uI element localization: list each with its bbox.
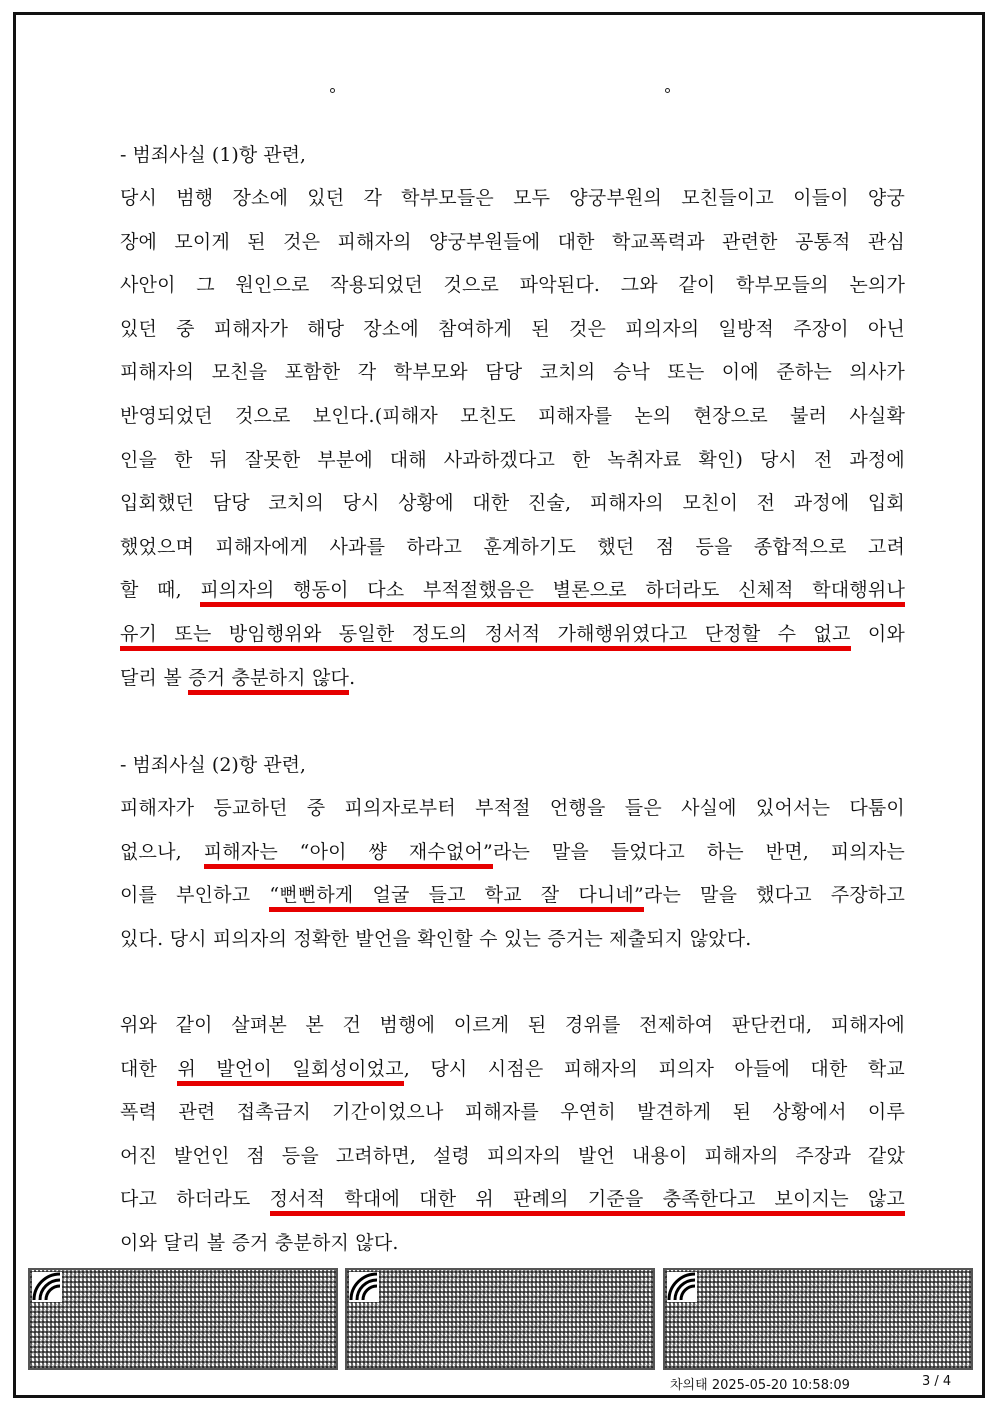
page-number: 3 / 4 bbox=[922, 1374, 952, 1389]
footer-author bbox=[670, 1374, 850, 1393]
paragraph-line: 어진 발언인 점 등을 고려하면, 설령 피의자의 발언 내용이 피해자의 주장과 같았 bbox=[120, 1144, 905, 1167]
text: 다고 하더라도 bbox=[120, 1188, 270, 1211]
paragraph-line: 있던 중 피해자가 해당 장소에 참여하게 된 것은 피의자의 일방적 주장이 아닌 bbox=[120, 317, 905, 340]
paragraph-line bbox=[120, 569, 905, 613]
paragraph-line bbox=[120, 874, 905, 918]
paragraph-line bbox=[120, 831, 905, 875]
header-dot-right bbox=[665, 88, 670, 93]
text: , 당시 시점은 피해자의 피의자 아들에 대한 학교 bbox=[403, 1057, 905, 1080]
header-dot-left bbox=[330, 88, 335, 93]
document-barcode-2 bbox=[345, 1268, 655, 1370]
print-timestamp: 2025-05-20 10:58:09 bbox=[711, 1378, 850, 1393]
paragraph-line: 장에 모이게 된 것은 피해자의 양궁부원들에 대한 학교폭력과 관련한 공통적 관심 bbox=[120, 230, 905, 253]
section-heading: - 범죄사실 (1)항 관련, bbox=[120, 144, 306, 166]
underlined-quote: “뻔뻔하게 얼굴 들고 학교 잘 다니네” bbox=[269, 884, 644, 912]
section-heading: - 범죄사실 (2)항 관련, bbox=[120, 754, 306, 776]
underlined-text: 위 발언이 일회성이었고 bbox=[177, 1058, 403, 1086]
paragraph-line: 사안이 그 원인으로 작용되었던 것으로 파악된다. 그와 같이 학부모들의 논의가 bbox=[120, 274, 906, 297]
paragraph-line: 당시 범행 장소에 있던 각 학부모들은 모두 양궁부원의 모친들이고 이들이 양궁 bbox=[120, 187, 906, 209]
underlined-text: 정서적 학대에 대한 위 판례의 기준을 충족한다고 보이지는 않고 bbox=[270, 1188, 905, 1216]
paragraph-line: 이와 달리 볼 증거 충분하지 않다. bbox=[120, 1231, 399, 1254]
text: 없으나, bbox=[120, 840, 204, 863]
barcode-corner-icon bbox=[349, 1272, 379, 1302]
text: . bbox=[349, 666, 356, 689]
paragraph-line: 입회했던 담당 코치의 당시 상황에 대한 진술, 피해자의 모친이 전 과정에 입회 bbox=[120, 492, 905, 515]
text: 이와 bbox=[850, 622, 905, 645]
section-crime-fact-1 bbox=[120, 133, 905, 700]
paragraph-line bbox=[120, 1048, 905, 1092]
section-judgment bbox=[120, 1004, 905, 1266]
paragraph-line: 있다. 당시 피의자의 정확한 발언을 확인할 수 있는 증거는 제출되지 않았다. bbox=[120, 927, 752, 950]
document-barcode-3 bbox=[663, 1268, 973, 1370]
underlined-text: 피의자의 행동이 다소 부적절했음은 별론으로 하더라도 신체적 학대행위나 bbox=[200, 579, 905, 607]
underlined-text: 유기 또는 방임행위와 동일한 정도의 정서적 가해행위였다고 단정할 수 없고 bbox=[120, 623, 851, 651]
paragraph-line: 반영되었던 것으로 보인다.(피해자 모친도 피해자를 논의 현장으로 불러 사실확 bbox=[120, 404, 905, 427]
text: 라는 말을 들었다고 하는 반면, 피의자는 bbox=[492, 840, 905, 863]
barcode-corner-icon bbox=[32, 1272, 62, 1302]
paragraph-line bbox=[120, 657, 905, 701]
underlined-quote: 피해자는 “아이 썅 재수없어” bbox=[204, 841, 493, 869]
paragraph-line: 피해자의 모친을 포함한 각 학부모와 담당 코치의 승낙 또는 이에 준하는 의사가 bbox=[120, 361, 905, 384]
section-crime-fact-2 bbox=[120, 743, 905, 961]
author-name: 차의태 bbox=[670, 1378, 708, 1393]
paragraph-line: 폭력 관련 접촉금지 기간이었으나 피해자를 우연히 발견하게 된 상황에서 이루 bbox=[120, 1101, 905, 1124]
paragraph-line: 피해자가 등교하던 중 피의자로부터 부적절 언행을 들은 사실에 있어서는 다툼이 bbox=[120, 797, 905, 819]
paragraph-line: 인을 한 뒤 잘못한 부분에 대해 사과하겠다고 한 녹취자료 확인) 당시 전 과정에 bbox=[120, 448, 905, 471]
barcode-corner-icon bbox=[667, 1272, 697, 1302]
text: 할 때, bbox=[120, 579, 201, 602]
underlined-text: 증거 충분하지 않다 bbox=[188, 667, 349, 695]
text: 대한 bbox=[120, 1057, 178, 1080]
paragraph-line bbox=[120, 613, 905, 657]
document-barcode-1 bbox=[28, 1268, 338, 1370]
paragraph-line: 위와 같이 살펴본 본 건 범행에 이르게 된 경위를 전제하여 판단컨대, 피해자에 bbox=[120, 1014, 905, 1036]
text: 이를 부인하고 bbox=[120, 884, 270, 907]
text: 달리 볼 bbox=[120, 666, 189, 689]
paragraph-line bbox=[120, 1178, 905, 1222]
text: 라는 말을 했다고 주장하고 bbox=[643, 884, 905, 907]
paragraph-line: 했었으며 피해자에게 사과를 하라고 훈계하기도 했던 점 등을 종합적으로 고려 bbox=[120, 535, 905, 558]
